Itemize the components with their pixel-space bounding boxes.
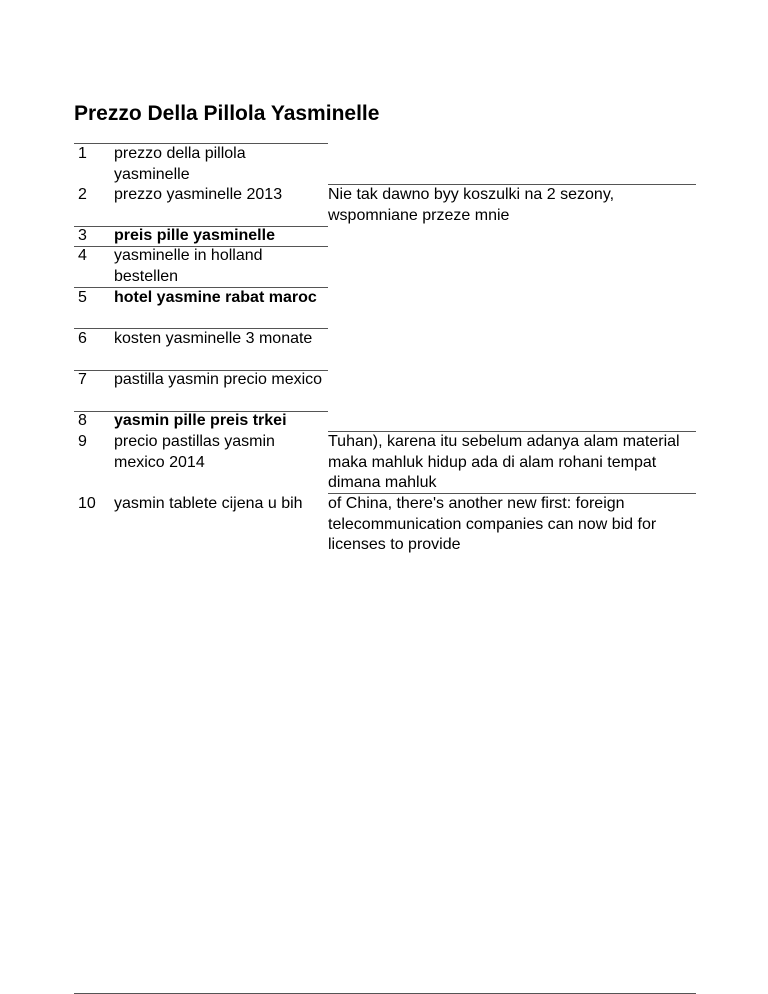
row-number: 9 xyxy=(78,433,87,450)
row-text: prezzo yasminelle 2013 xyxy=(114,186,283,203)
row-number: 4 xyxy=(78,247,87,264)
row-text: yasmin pille preis trkei xyxy=(114,412,287,429)
page-title: Prezzo Della Pillola Yasminelle xyxy=(74,102,380,125)
comment-text: Tuhan), karena itu sebelum adanya alam material maka mahluk hidup ada di alam rohani tempat dimana mahluk xyxy=(328,433,680,491)
row-text: preis pille yasminelle xyxy=(114,227,275,244)
comment-text: Nie tak dawno byy koszulki na 2 sezony, wspomniane przeze mnie xyxy=(328,186,615,224)
row-text: precio pastillas yasmin mexico 2014 xyxy=(114,433,275,471)
row-number: 2 xyxy=(78,186,87,203)
row-number: 10 xyxy=(78,495,96,512)
row-text: kosten yasminelle 3 monate xyxy=(114,330,313,347)
comment-text: of China, there's another new first: foreign telecommunication companies can now bid for licenses to provide xyxy=(328,495,657,553)
row-number: 7 xyxy=(78,371,87,388)
row-number: 6 xyxy=(78,330,87,347)
row-text: pastilla yasmin precio mexico xyxy=(114,371,323,388)
row-number: 5 xyxy=(78,289,87,306)
row-number: 3 xyxy=(78,227,87,244)
row-number: 1 xyxy=(78,145,87,162)
row-number: 8 xyxy=(78,412,87,429)
row-text: hotel yasmine rabat maroc xyxy=(114,289,317,306)
row-text: prezzo della pillola yasminelle xyxy=(114,145,246,183)
row-text: yasmin tablete cijena u bih xyxy=(114,495,303,512)
row-text: yasminelle in holland bestellen xyxy=(114,247,263,285)
